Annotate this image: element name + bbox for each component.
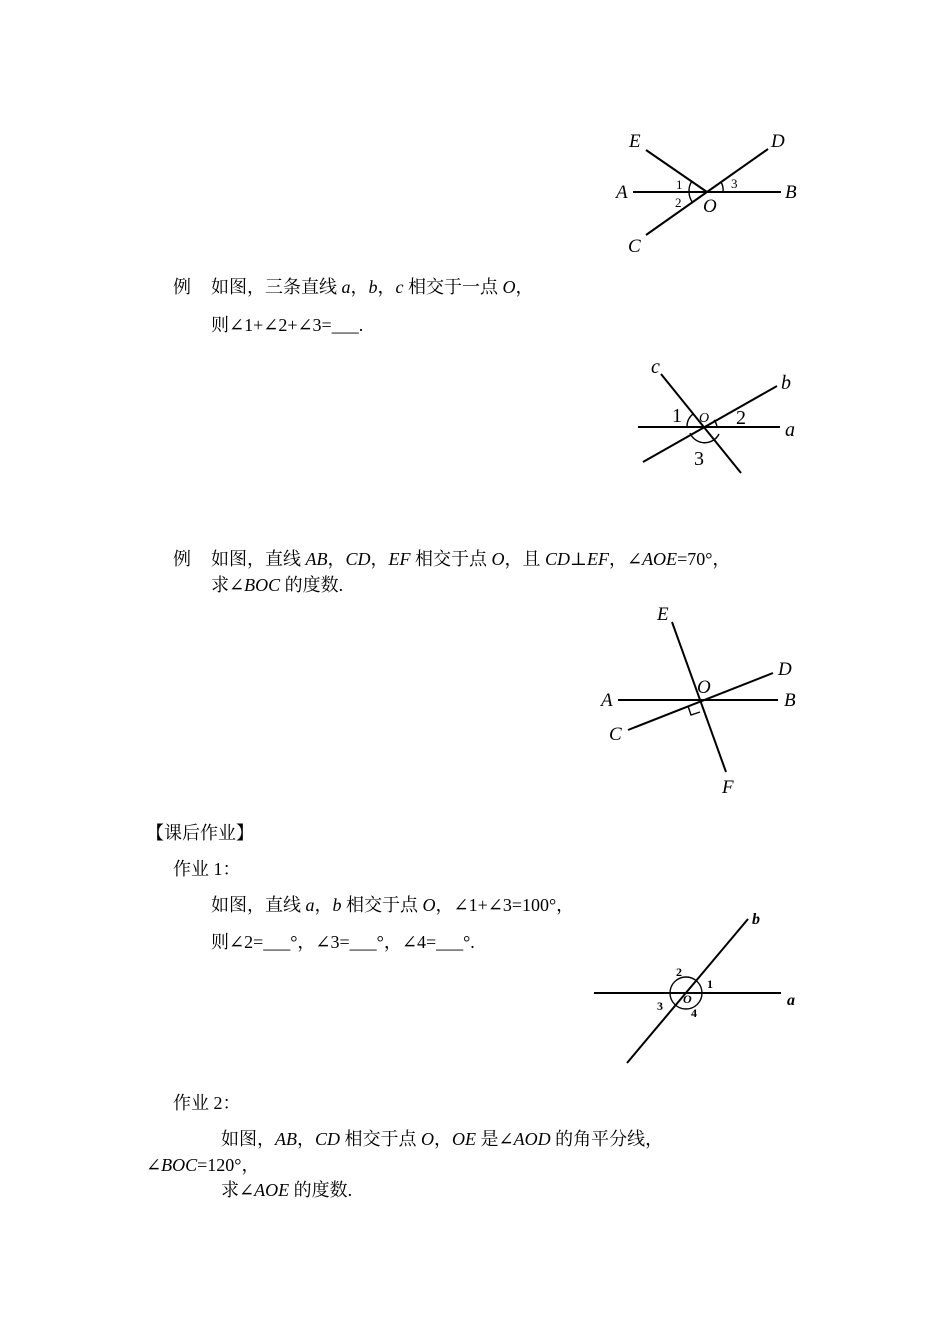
angle-label-2: 2 (736, 407, 746, 429)
line-b (643, 386, 777, 462)
figure-4-diagram (585, 905, 805, 1070)
right-angle-mark (688, 706, 700, 715)
example-1-line-1: 如图，三条直线 a，b，c 相交于一点 O， (211, 277, 534, 297)
angle-label-2: 2 (676, 965, 682, 979)
angle-label-3: 3 (694, 448, 704, 470)
line-b (627, 919, 748, 1063)
label-A: A (616, 182, 628, 203)
homework-2-line-2: ∠BOC=120°， (146, 1155, 260, 1175)
angle-arc-3 (721, 182, 723, 192)
homework-2-line-1: 如图，AB，CD 相交于点 O，OE 是∠AOD 的角平分线， (221, 1129, 664, 1149)
label-a: a (787, 992, 795, 1009)
label-a: a (785, 419, 795, 441)
homework-1-line-2: 则∠2=___°，∠3=___°，∠4=___°. (211, 932, 475, 952)
homework-heading: 【课后作业】 (146, 823, 254, 843)
angle-label-1: 1 (707, 977, 713, 991)
label-c: c (651, 356, 660, 378)
homework-1-title: 作业 1： (173, 859, 241, 879)
angle-arc-1 (687, 414, 693, 427)
label-E: E (629, 131, 641, 152)
label-E: E (657, 604, 669, 625)
angle-label-3: 3 (731, 176, 738, 191)
label-b: b (752, 911, 760, 928)
label-O: O (699, 411, 710, 426)
label-O: O (683, 992, 692, 1006)
example-2-line-2: 求∠BOC 的度数. (211, 575, 344, 595)
angle-label-1: 1 (676, 177, 683, 192)
angle-label-3: 3 (657, 999, 663, 1013)
example-2-line-1: 如图，直线 AB，CD，EF 相交于点 O，且 CD⊥EF，∠AOE=70°， (211, 549, 731, 569)
example-1-label: 例 (173, 277, 191, 297)
angle-label-2: 2 (675, 195, 682, 210)
label-B: B (784, 690, 796, 711)
homework-2-line-3: 求∠AOE 的度数. (221, 1180, 353, 1200)
homework-2-title: 作业 2： (173, 1093, 241, 1113)
label-C: C (628, 236, 641, 257)
label-O: O (697, 677, 711, 698)
example-1-line-2: 则∠1+∠2+∠3=___. (211, 315, 364, 335)
label-D: D (771, 131, 785, 152)
label-D: D (778, 659, 792, 680)
figure-3-diagram (590, 600, 810, 800)
example-2-label: 例 (173, 549, 191, 569)
label-O: O (703, 196, 717, 217)
angle-label-4: 4 (691, 1006, 697, 1020)
figure-2-diagram (630, 355, 810, 480)
label-F: F (722, 777, 734, 798)
angle-arc-2 (689, 192, 693, 203)
angle-arc-1 (689, 181, 692, 192)
angle-label-1: 1 (672, 405, 682, 427)
figure-1-diagram (600, 125, 820, 260)
homework-1-line-1: 如图，直线 a，b 相交于点 O，∠1+∠3=100°， (211, 895, 575, 915)
label-A: A (601, 690, 613, 711)
label-b: b (781, 372, 791, 394)
label-C: C (609, 724, 622, 745)
label-B: B (785, 182, 797, 203)
